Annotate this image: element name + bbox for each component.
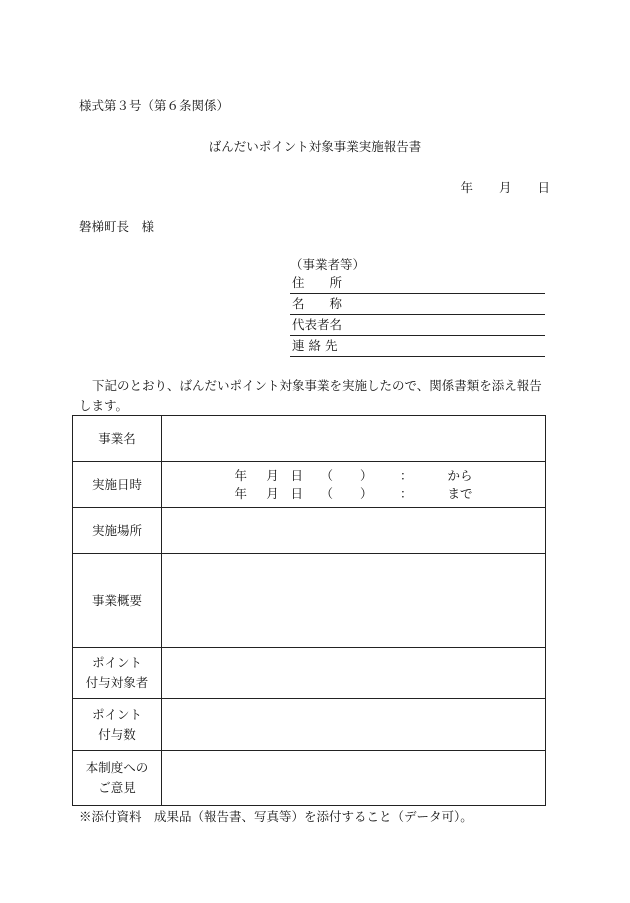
- table-row: [73, 416, 546, 462]
- form-number: 様式第３号（第６条関係）: [79, 98, 230, 113]
- table-row: [73, 699, 546, 751]
- table-row: [73, 508, 546, 554]
- applicant-block: [290, 257, 545, 357]
- end-month: 月: [266, 485, 279, 501]
- venue-label: 実施場所: [73, 508, 162, 554]
- applicant-heading: （事業者等）: [290, 257, 366, 272]
- representative-label: 代表者名: [292, 317, 343, 332]
- point-amount-label-line1: ポイント: [91, 706, 142, 722]
- end-colon: ：: [399, 485, 413, 501]
- opinion-value[interactable]: [162, 751, 546, 806]
- opinion-label-line1: 本制度への: [85, 760, 149, 775]
- venue-value[interactable]: [162, 508, 546, 554]
- contact-label: 連 絡 先: [292, 338, 338, 353]
- date-line: [460, 178, 550, 196]
- table-row: [73, 648, 546, 699]
- end-paren-close: ）: [359, 485, 373, 501]
- document-title: ばんだいポイント対象事業実施報告書: [208, 139, 422, 154]
- table-row: [73, 462, 546, 508]
- representative-field[interactable]: [290, 315, 545, 336]
- event-name-label: 事業名: [73, 416, 162, 462]
- schedule-start-line: [162, 467, 545, 485]
- addressee: 磐梯町長 様: [79, 219, 155, 234]
- point-recipients-label-line1: ポイント: [91, 655, 142, 670]
- point-amount-label: [73, 699, 162, 751]
- summary-label: 事業概要: [73, 554, 162, 648]
- event-name-value[interactable]: [162, 416, 546, 462]
- report-table: [72, 415, 546, 806]
- start-month: 月: [266, 467, 279, 483]
- point-recipients-value[interactable]: [162, 648, 546, 699]
- name-label: 名 称: [292, 296, 343, 311]
- address-label: 住 所: [292, 275, 343, 290]
- point-amount-label-line2: 付与数: [98, 726, 136, 742]
- start-paren-open: （: [320, 467, 334, 483]
- intro-text: 下記のとおり、ばんだいポイント対象事業を実施したので、関係書類を添え報告します。: [79, 378, 542, 413]
- address-field[interactable]: [290, 273, 545, 294]
- name-field[interactable]: [290, 294, 545, 315]
- attachment-note: ※添付資料 成果品（報告書、写真等）を添付すること（データ可）。: [79, 809, 473, 824]
- intro-paragraph: [79, 376, 549, 416]
- end-day: 日: [290, 485, 304, 501]
- date-month-label: 月: [498, 180, 512, 195]
- opinion-label: [73, 751, 162, 806]
- table-row: [73, 751, 546, 806]
- schedule-label: 実施日時: [73, 462, 162, 508]
- end-paren-open: （: [320, 485, 334, 501]
- schedule-end-line: [162, 485, 545, 503]
- start-suffix: から: [447, 467, 473, 483]
- contact-field[interactable]: [290, 336, 545, 357]
- date-day-label: 日: [537, 180, 550, 195]
- summary-value[interactable]: [162, 554, 546, 648]
- start-colon: ：: [399, 467, 413, 483]
- start-year: 年: [234, 467, 248, 483]
- table-row: [73, 554, 546, 648]
- point-recipients-label: [73, 648, 162, 699]
- start-paren-close: ）: [359, 467, 373, 483]
- start-day: 日: [290, 467, 304, 483]
- point-recipients-label-line2: 付与対象者: [85, 675, 149, 690]
- date-year-label: 年: [460, 180, 473, 195]
- point-amount-value[interactable]: [162, 699, 546, 751]
- opinion-label-line2: ご意見: [98, 780, 136, 795]
- schedule-value[interactable]: [162, 462, 546, 508]
- end-year: 年: [234, 485, 248, 501]
- end-suffix: まで: [447, 485, 473, 501]
